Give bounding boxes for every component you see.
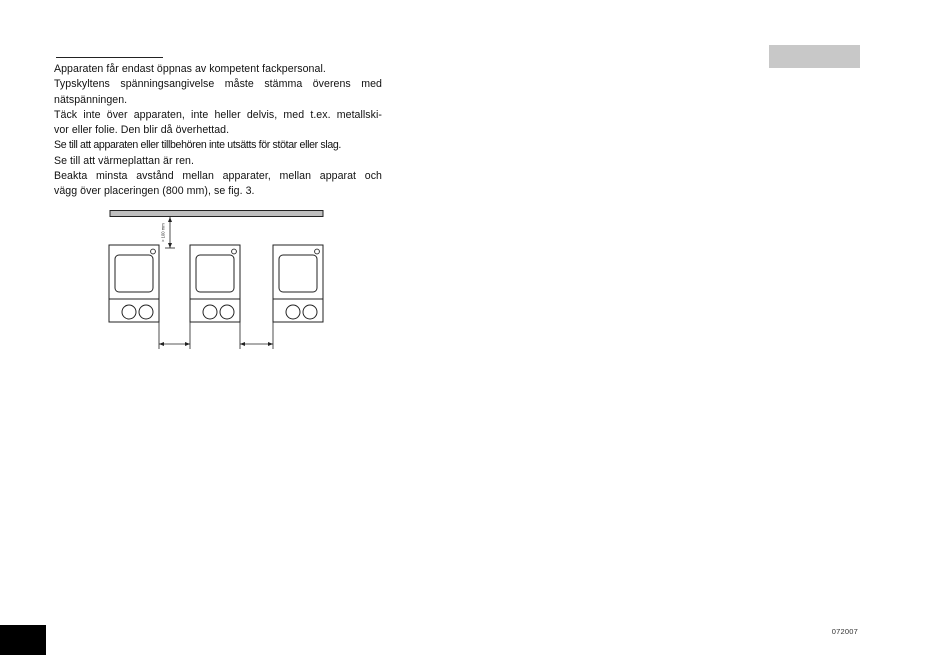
section-tab [769, 45, 860, 68]
control-knob-icon [286, 305, 300, 319]
indicator-lamp-icon [315, 249, 320, 254]
instruction-line: Beakta minsta avstånd mellan apparater, mellan apparat och [54, 170, 382, 183]
control-knob-icon [122, 305, 136, 319]
appliance-unit [109, 245, 159, 322]
placement-figure [100, 206, 330, 352]
control-knob-icon [139, 305, 153, 319]
wall-shelf [110, 211, 323, 217]
instruction-line: Se till att värmeplattan är ren. [54, 154, 194, 167]
indicator-lamp-icon [151, 249, 156, 254]
appliance-unit [273, 245, 323, 322]
instruction-line: Apparaten får endast öppnas av kompetent fackpersonal. [54, 63, 326, 75]
instruction-line: Täck inte över apparaten, inte heller delvis, med t.ex. metallski- [54, 108, 382, 121]
clearance-label: > 100 mm [160, 223, 166, 242]
instruction-line: nätspänningen. [54, 93, 128, 106]
instruction-line: Typskyltens spänningsangivelse måste stämma överens med [54, 78, 382, 91]
control-knob-icon [220, 305, 234, 319]
placement-diagram [100, 206, 330, 352]
instruction-line: vägg över placeringen (800 mm), se fig. 3. [54, 185, 255, 198]
indicator-lamp-icon [232, 249, 237, 254]
page-corner-marker [0, 625, 46, 655]
control-knob-icon [203, 305, 217, 319]
safety-instructions [54, 62, 382, 200]
clearance-dimension [161, 217, 176, 248]
instruction-line: vor eller folie. Den blir då överhettad. [54, 124, 230, 137]
gap-dimension [240, 322, 273, 349]
top-rule [56, 57, 163, 58]
instruction-line: Se till att apparaten eller tillbehören inte utsätts för stötar eller slag. [54, 139, 342, 152]
control-knob-icon [303, 305, 317, 319]
appliance-unit [190, 245, 240, 322]
gap-dimension [159, 322, 190, 349]
page-code: 072007 [831, 627, 858, 636]
